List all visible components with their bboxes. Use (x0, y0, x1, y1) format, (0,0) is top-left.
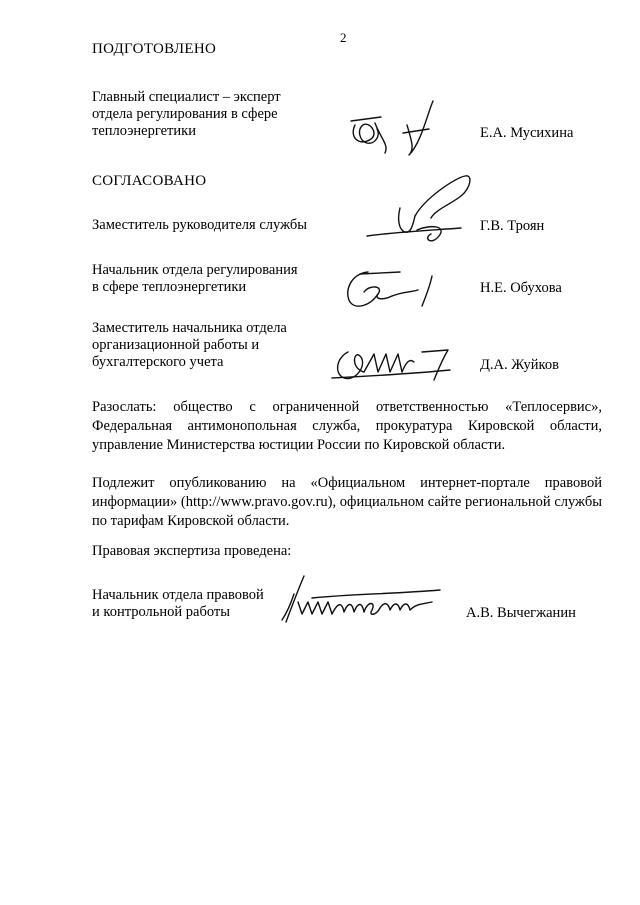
signer-name-vychegzhanin: А.В. Вычегжанин (466, 605, 576, 621)
signature-troyan (365, 168, 480, 248)
signer-name-zhuikov: Д.А. Жуйков (480, 357, 559, 373)
signer-position-obukhova: Начальник отдела регулирования в сфере теплоэнергетики (92, 262, 298, 295)
signer-position-vychegzhanin: Начальник отдела правовой и контрольной работы (92, 587, 264, 620)
signature-zhuikov (330, 342, 455, 387)
signer-name-obukhova: Н.Е. Обухова (480, 280, 562, 296)
signer-position-musikhina: Главный специалист – эксперт отдела регулирования в сфере теплоэнергетики (92, 89, 281, 139)
distribution-paragraph: Разослать: общество с ограниченной ответственностью «Теплосервис», Федеральная антимонопольная служба, прокуратура Кировской области, управление Министерства юстиции России по Кировской области. (92, 399, 602, 453)
publication-paragraph: Подлежит опубликованию на «Официальном интернет-портале правовой информации» (http://www.pravo.gov.ru), официальном сайте региональной службы по тарифам Кировской области. (92, 475, 602, 529)
signature-obukhova (340, 262, 450, 312)
signature-vychegzhanin (272, 572, 442, 627)
legal-review-note: Правовая экспертиза проведена: (92, 543, 292, 559)
signature-musikhina (345, 95, 445, 160)
signer-name-troyan: Г.В. Троян (480, 218, 545, 234)
approved-heading: СОГЛАСОВАНО (92, 173, 207, 189)
page-number: 2 (340, 30, 347, 45)
signer-position-troyan: Заместитель руководителя службы (92, 217, 308, 233)
signer-position-zhuikov: Заместитель начальника отдела организационной работы и бухгалтерского учета (92, 320, 287, 370)
prepared-heading: ПОДГОТОВЛЕНО (92, 41, 217, 57)
signer-name-musikhina: Е.А. Мусихина (480, 125, 574, 141)
